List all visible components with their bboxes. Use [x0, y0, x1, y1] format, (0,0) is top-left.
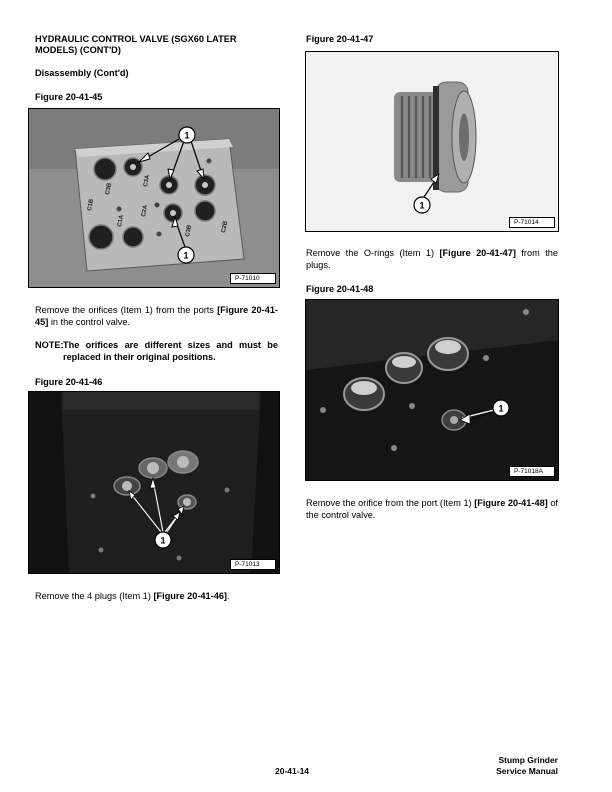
port-label-c3a: C3A — [143, 174, 152, 188]
figure-ref-20-41-48: [Figure 20-41-48] — [474, 498, 548, 508]
orifice-port-photo — [306, 300, 558, 480]
paragraph-remove-orifices — [35, 304, 278, 328]
callout-1-top: 1 — [184, 130, 190, 141]
note-label: NOTE: — [35, 340, 64, 350]
figure-ref-20-41-45: [Figure 20-41-45] — [35, 305, 278, 327]
photo-id-p71013: P-71013 — [230, 559, 276, 570]
port-label-c3b-top: C3B — [105, 182, 114, 196]
figure-caption-48: Figure 20-41-48 — [306, 284, 374, 294]
figure-20-41-46 — [28, 391, 280, 574]
figure-ref-20-41-46: [Figure 20-41-46] — [153, 591, 227, 601]
port-label-c2a: C2A — [141, 204, 150, 218]
paragraph-remove-plugs — [35, 590, 278, 602]
photo-id-p71018a: P-71018A — [509, 466, 555, 477]
figure-caption-45: Figure 20-41-45 — [35, 92, 103, 102]
callout-1: 1 — [419, 200, 425, 211]
subsection-heading: Disassembly (Cont'd) — [35, 68, 129, 78]
plug-o-ring-photo — [306, 52, 558, 231]
callout-1-bottom: 1 — [183, 250, 189, 261]
port-label-c2b: C2B — [221, 220, 230, 234]
paragraph-remove-orifice-port — [306, 497, 558, 521]
document-title — [496, 755, 558, 777]
section-heading: HYDRAULIC CONTROL VALVE (SGX60 LATER MODELS) (CONT'D) — [35, 34, 237, 55]
callout-1: 1 — [160, 535, 166, 546]
figure-caption-47: Figure 20-41-47 — [306, 34, 374, 44]
note-block — [35, 339, 278, 363]
para3-text-end: from the plugs. — [306, 248, 558, 270]
page-number: 20-41-14 — [275, 766, 310, 776]
figure-ref-20-41-47: [Figure 20-41-47] — [439, 248, 516, 258]
document-title-line2: Service Manual — [496, 766, 558, 776]
para4-text-end: of the control valve. — [306, 498, 558, 520]
figure-20-41-45 — [28, 108, 280, 288]
figure-20-41-48 — [305, 299, 559, 481]
document-title-line1: Stump Grinder — [498, 755, 558, 765]
para1-text: Remove the orifices (Item 1) from the ports — [35, 305, 218, 315]
valve-block-photo — [29, 109, 279, 287]
callout-1: 1 — [498, 403, 504, 414]
para4-text: Remove the orifice from the port (Item 1) — [306, 498, 475, 508]
para2-text: Remove the 4 plugs (Item 1) — [35, 591, 154, 601]
note-text: The orifices are different sizes and must be replaced in their original positions. — [63, 340, 278, 362]
paragraph-remove-o-rings — [306, 247, 558, 271]
para1-text-end: in the control valve. — [48, 317, 130, 327]
photo-id-p71010: P-71010 — [230, 273, 276, 284]
para2-text-end: . — [227, 591, 230, 601]
port-label-c1b: C1B — [87, 198, 96, 212]
figure-20-41-47 — [305, 51, 559, 232]
valve-plugs-photo — [29, 392, 279, 573]
photo-id-p71014: P-71014 — [509, 217, 555, 228]
port-label-c3b: C3B — [185, 224, 194, 238]
figure-caption-46: Figure 20-41-46 — [35, 377, 103, 387]
port-label-c1a: C1A — [117, 214, 126, 228]
para3-text: Remove the O-rings (Item 1) — [306, 248, 440, 258]
